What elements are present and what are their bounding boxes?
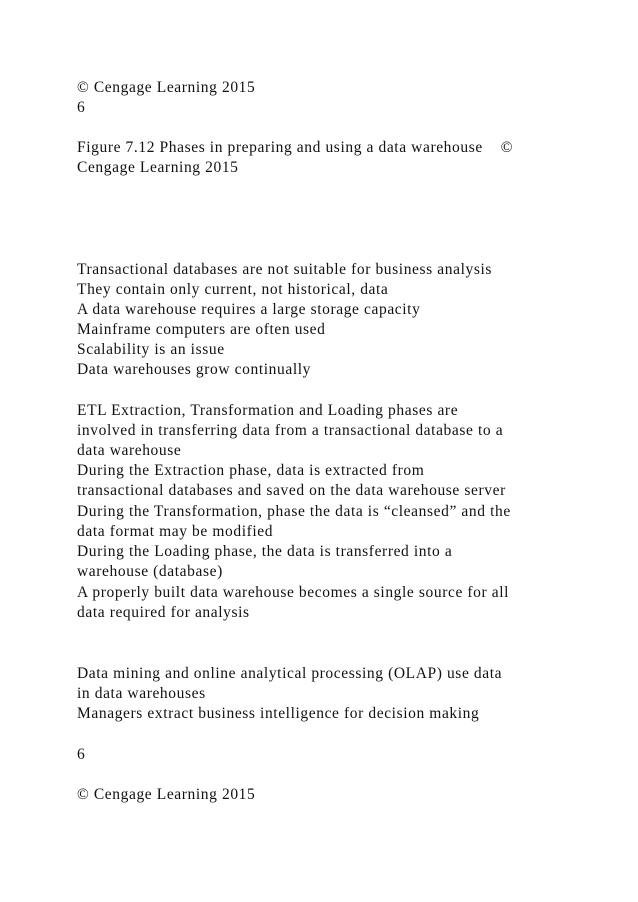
etl-line-2: involved in transferring data from a transactional database to a bbox=[77, 422, 504, 439]
slide-number-bottom: 6 bbox=[77, 746, 86, 763]
body-line-3: A data warehouse requires a large storage capacity bbox=[77, 301, 421, 318]
copyright-footer: © Cengage Learning 2015 bbox=[77, 786, 256, 803]
figure-caption-line-1: Figure 7.12 Phases in preparing and using a data warehouse © bbox=[77, 139, 514, 156]
body-line-5: Scalability is an issue bbox=[77, 341, 225, 358]
mining-line-3: Managers extract business intelligence for decision making bbox=[77, 705, 480, 722]
etl-line-3: data warehouse bbox=[77, 442, 182, 459]
etl-line-10: A properly built data warehouse becomes a single source for all bbox=[77, 584, 510, 601]
etl-line-7: data format may be modified bbox=[77, 523, 274, 540]
mining-line-2: in data warehouses bbox=[77, 685, 206, 702]
etl-line-1: ETL Extraction, Transformation and Loading phases are bbox=[77, 402, 459, 419]
etl-line-6: During the Transformation, phase the data is “cleansed” and the bbox=[77, 503, 511, 520]
etl-line-11: data required for analysis bbox=[77, 604, 250, 621]
mining-line-1: Data mining and online analytical processing (OLAP) use data bbox=[77, 665, 503, 682]
figure-caption-line-2: Cengage Learning 2015 bbox=[77, 159, 239, 176]
etl-line-5: transactional databases and saved on the data warehouse server bbox=[77, 482, 506, 499]
slide-number-top: 6 bbox=[77, 99, 86, 116]
copyright-header: © Cengage Learning 2015 bbox=[77, 79, 256, 96]
etl-line-4: During the Extraction phase, data is extracted from bbox=[77, 462, 425, 479]
body-line-1: Transactional databases are not suitable for business analysis bbox=[77, 261, 492, 278]
etl-line-9: warehouse (database) bbox=[77, 563, 223, 580]
body-line-2: They contain only current, not historical, data bbox=[77, 281, 389, 298]
body-line-4: Mainframe computers are often used bbox=[77, 321, 326, 338]
body-line-6: Data warehouses grow continually bbox=[77, 361, 311, 378]
etl-line-8: During the Loading phase, the data is transferred into a bbox=[77, 543, 453, 560]
